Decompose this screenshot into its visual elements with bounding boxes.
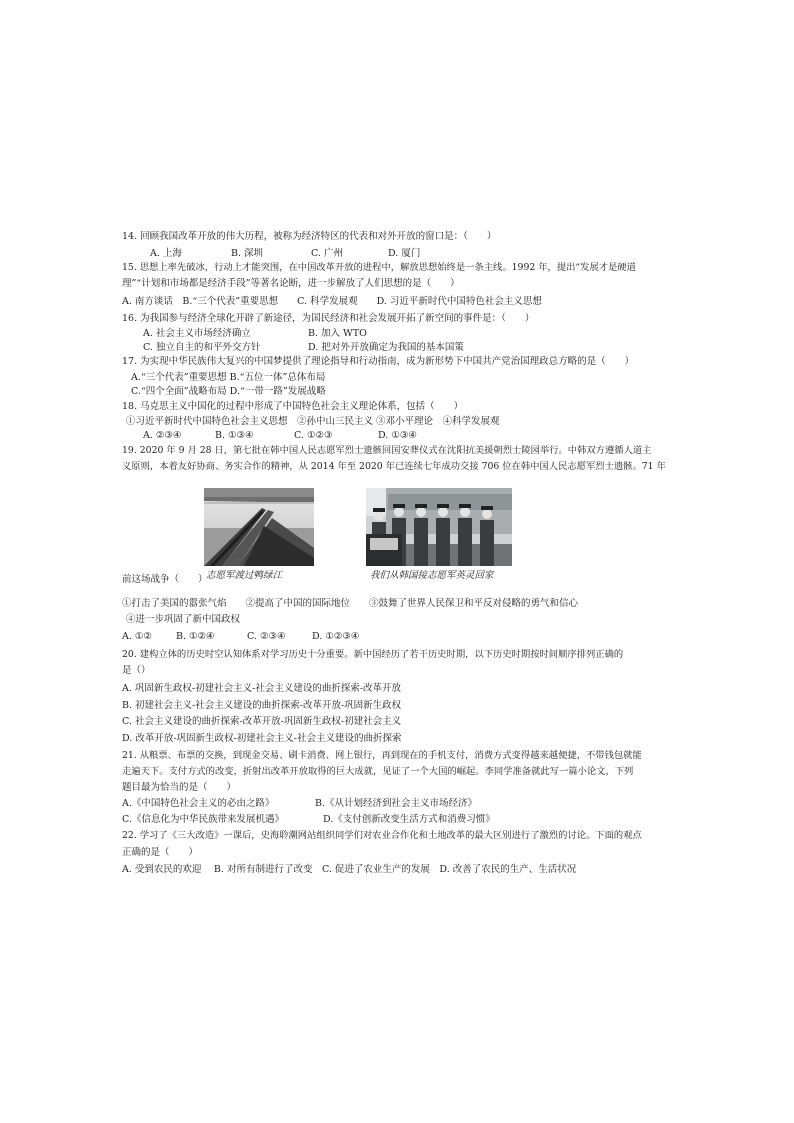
q17-stem: 17. 为实现中华民族伟大复兴的中国梦提供了理论指导和行动指南，成为新形势下中国共产党治国理政总方略的是（ ） [122,356,635,367]
q16-option-b: B. 加入 WTO [308,328,367,339]
q21-option-c: C.《信息化为中华民族带来发展机遇》 [122,814,284,825]
q17-options-line1: A.“三个代表”重要思想 B.“五位一体”总体布局 [131,372,326,383]
q21-stem-line1: 21. 从粮票、布票的交换，到现金交易、刷卡消费、网上银行，再到现在的手机支付，消费方式变得越来越便捷，不带钱包就能 [122,750,642,761]
q16-stem: 16. 为我国参与经济全球化开辟了新途径，为国民经济和社会发展开拓了新空间的事件是：（ ） [122,313,535,324]
q18-option-a: A. ②③④ [143,430,182,441]
q19-stem-line1: 19. 2020 年 9 月 28 日，第七批在韩中国人民志愿军烈士遗骸回国安葬仪式在沈阳抗美援朝烈士陵园举行。中韩双方遵循人道主 [122,445,652,456]
caption-left: 志愿军渡过鸭绿江 [206,570,283,581]
q14-option-d: D. 厦门 [388,248,421,259]
q20-stem-line1: 20. 建构立体的历史时空认知体系对学习历史十分重要。新中国经历了若干历史时期，以下历史时期按时间顺序排列正确的 [122,649,624,660]
q20-option-b: B. 初建社会主义-社会主义建设的曲折探索-改革开放-巩固新生政权 [122,700,402,711]
q21-option-d: D.《支付创新改变生活方式和消费习惯》 [323,814,495,825]
q15-stem-line1: 15. 思想上率先破冰，行动上才能突围，在中国改革开放的进程中，解放思想始终是一条主线。1992 年，提出“发展才是硬道 [122,262,636,273]
q14-stem: 14. 回顾我国改革开放的伟大历程，被称为经济特区的代表和对外开放的窗口是：（ ） [122,231,497,242]
q20-option-a: A. 巩固新生政权-初建社会主义-社会主义建设的曲折探索-改革开放 [122,683,402,694]
q18-stem: 18. 马克思主义中国化的过程中形成了中国特色社会主义理论体系，包括（ ） [122,401,464,412]
photo-honor-guard [366,488,512,566]
q22-stem-line2: 正确的是（ ） [122,847,199,858]
q20-option-d: D. 改革开放-巩固新生政权-初建社会主义-社会主义建设的曲折探索 [122,733,402,744]
q17-options-line2: C.“四个全面”战略布局 D.“一带一路”发展战略 [131,386,326,397]
caption-right: 我们从韩国接志愿军英灵回家 [370,570,494,581]
photo-volunteers-crossing-yalu [204,488,314,566]
q19-option-a: A. ①② [122,631,152,642]
q19-stem-line3: 前这场战争（ ） [122,574,208,585]
q19-option-b: B. ①②④ [176,631,215,642]
q19-items-line1: ①打击了美国的嚣张气焰 ②提高了中国的国际地位 ③鼓舞了世界人民保卫和平反对侵略的勇气和信心 [122,598,579,609]
q18-items: ①习近平新时代中国特色社会主义思想 ②孙中山三民主义 ③邓小平理论 ④科学发展观 [126,416,500,427]
q21-option-b: B.《从计划经济到社会主义市场经济》 [315,798,478,809]
q21-option-a: A.《中国特色社会主义的必由之路》 [122,798,275,809]
q22-options: A. 受到农民的欢迎 B. 对所有制进行了改变 C. 促进了农业生产的发展 D. 改善了农民的生产、生活状况 [122,864,577,875]
q14-option-a: A. 上海 [150,248,182,259]
q19-items-line2: ④进一步巩固了新中国政权 [126,614,241,625]
q19-option-c: C. ②③④ [247,631,286,642]
q21-stem-line3: 题目最为恰当的是（ ） [122,782,237,793]
q15-options: A. 南方谈话 B.“三个代表”重要思想 C. 科学发展观 D. 习近平新时代中国特色社会主义思想 [122,296,542,307]
q16-option-c: C. 独立自主的和平外交方针 [143,342,261,353]
q20-option-c: C. 社会主义建设的曲折探索-改革开放-巩固新生政权-初建社会主义 [122,716,402,727]
q21-stem-line2: 走遍天下。支付方式的改变，折射出改革开放取得的巨大成就，见证了一个大国的崛起。李同学准备就此写一篇小论文，下列 [122,766,634,777]
q14-option-c: C. 广州 [311,248,343,259]
q16-option-d: D. 把对外开放确定为我国的基本国策 [308,342,464,353]
q15-stem-line2: 理”“计划和市场都是经济手段”等著名论断，进一步解放了人们思想的是（ ） [122,278,460,289]
q19-stem-line2: 义原则，本着友好协商、务实合作的精神，从 2014 年至 2020 年已连续七年成功交接 706 位在韩中国人民志愿军烈士遗骸。71 年 [122,461,666,472]
q18-option-d: D. ①③④ [378,430,417,441]
q18-option-c: C. ①②③ [294,430,333,441]
q18-option-b: B. ①③④ [215,430,254,441]
q20-stem-line2: 是（） [122,665,151,676]
q19-option-d: D. ①②③④ [312,631,360,642]
q22-stem-line1: 22. 学习了《三大改造》一课后，史海聆潮网站组织同学们对农业合作化和土地改革的最大区别进行了激烈的讨论。下面的观点 [122,830,642,841]
q16-option-a: A. 社会主义市场经济确立 [143,328,251,339]
q14-option-b: B. 深圳 [231,248,264,259]
